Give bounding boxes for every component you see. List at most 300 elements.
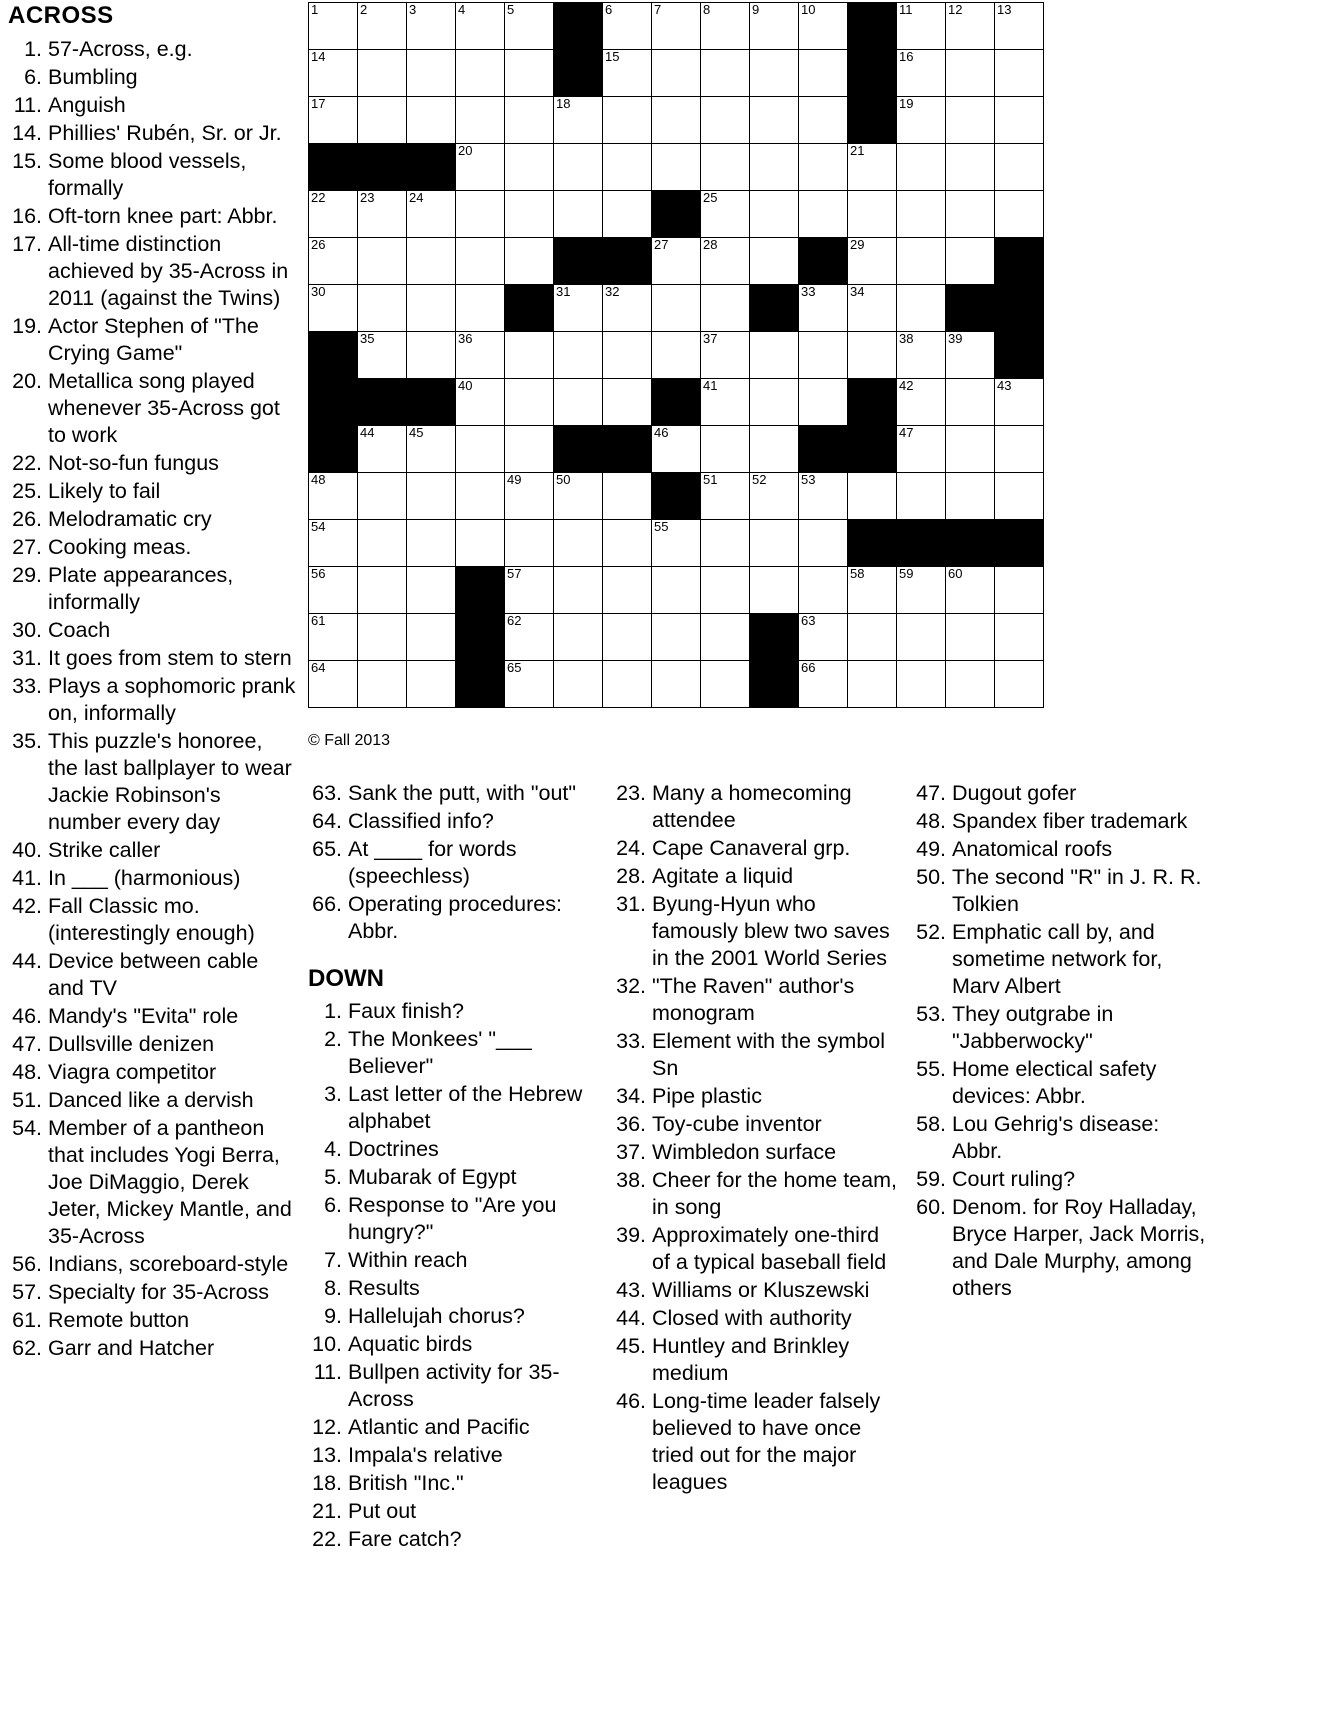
grid-cell-number: 11 [899, 2, 913, 17]
grid-cell[interactable] [358, 661, 407, 708]
grid-cell[interactable] [554, 661, 603, 708]
clue-text: Classified info? [348, 809, 494, 833]
clue-text: Lou Gehrig's disease: Abbr. [952, 1112, 1160, 1163]
grid-cell[interactable] [309, 614, 358, 661]
grid-cell[interactable] [309, 520, 358, 567]
clue-number: 12. [312, 1415, 342, 1439]
grid-cell[interactable] [701, 520, 750, 567]
grid-cell[interactable] [358, 567, 407, 614]
grid-cell[interactable] [701, 379, 750, 426]
clue-number: 37. [616, 1140, 646, 1164]
clue-column-4 [912, 780, 1212, 1303]
clue-text: Within reach [348, 1248, 468, 1272]
grid-row [309, 379, 1044, 426]
grid-cell-number: 59 [899, 566, 914, 581]
clue-item [308, 891, 588, 945]
grid-cell[interactable] [505, 238, 554, 285]
grid-cell[interactable] [995, 144, 1044, 191]
grid-cell[interactable] [554, 567, 603, 614]
clue-text: All-time distinction achieved by 35-Across in 2011 (against the Twins) [48, 232, 289, 310]
grid-cell[interactable] [946, 238, 995, 285]
down-clue-list-3 [912, 780, 1212, 1302]
grid-cell[interactable] [946, 426, 995, 473]
grid-cell[interactable] [407, 520, 456, 567]
clue-text: Member of a pantheon that includes Yogi Berra, Joe DiMaggio, Derek Jeter, Mickey Mantle, and 35-Across [48, 1116, 292, 1248]
clue-number: 4. [324, 1137, 342, 1161]
grid-cell[interactable] [848, 614, 897, 661]
grid-cell[interactable] [946, 379, 995, 426]
grid-cell[interactable] [750, 50, 799, 97]
grid-cell[interactable] [946, 332, 995, 379]
grid-cell[interactable] [456, 97, 505, 144]
grid-cell-number: 42 [899, 378, 914, 393]
grid-cell[interactable] [554, 473, 603, 520]
grid-cell[interactable] [505, 332, 554, 379]
grid-cell[interactable] [652, 614, 701, 661]
clue-item [308, 1164, 588, 1191]
clue-text: Device between cable and TV [48, 949, 259, 1000]
down-clue-list-1 [308, 998, 588, 1553]
clue-number: 43. [616, 1278, 646, 1302]
grid-cell-number: 18 [556, 96, 571, 111]
grid-cell[interactable] [848, 661, 897, 708]
grid-cell[interactable] [848, 191, 897, 238]
grid-row [309, 238, 1044, 285]
grid-cell[interactable] [799, 191, 848, 238]
grid-cell[interactable] [505, 614, 554, 661]
grid-cell[interactable] [701, 3, 750, 50]
grid-cell[interactable] [407, 614, 456, 661]
grid-cell[interactable] [652, 285, 701, 332]
grid-cell[interactable] [995, 473, 1044, 520]
grid-cell[interactable] [358, 3, 407, 50]
grid-cell[interactable] [750, 332, 799, 379]
clue-number: 35. [12, 729, 42, 753]
grid-cell[interactable] [848, 473, 897, 520]
clue-item [8, 1031, 296, 1058]
grid-cell[interactable] [554, 614, 603, 661]
grid-cell-block [750, 285, 799, 332]
grid-cell[interactable] [701, 50, 750, 97]
crossword-grid-table[interactable] [308, 2, 1044, 708]
clue-item [308, 780, 588, 807]
grid-row [309, 473, 1044, 520]
clue-item [308, 1331, 588, 1358]
clue-item [8, 92, 296, 119]
grid-cell[interactable] [750, 473, 799, 520]
grid-cell-block [505, 285, 554, 332]
clue-item [612, 1388, 902, 1496]
grid-cell[interactable] [946, 50, 995, 97]
grid-cell[interactable] [701, 661, 750, 708]
clue-number: 14. [12, 121, 42, 145]
clue-item [612, 835, 902, 862]
grid-cell[interactable] [897, 379, 946, 426]
clue-text: Williams or Kluszewski [652, 1278, 870, 1302]
grid-cell[interactable] [946, 97, 995, 144]
grid-cell[interactable] [946, 473, 995, 520]
grid-cell[interactable] [946, 144, 995, 191]
grid-cell[interactable] [407, 285, 456, 332]
clue-item [8, 948, 296, 1002]
grid-cell[interactable] [456, 520, 505, 567]
clue-text: Impala's relative [348, 1443, 503, 1467]
grid-cell-number: 8 [703, 2, 711, 17]
clue-item [912, 919, 1212, 1000]
grid-cell-number: 16 [899, 49, 914, 64]
grid-cell[interactable] [652, 520, 701, 567]
grid-cell[interactable] [799, 661, 848, 708]
grid-cell[interactable] [897, 614, 946, 661]
grid-cell[interactable] [603, 473, 652, 520]
grid-cell[interactable] [603, 50, 652, 97]
clue-number: 45. [616, 1334, 646, 1358]
grid-cell[interactable] [407, 50, 456, 97]
grid-cell[interactable] [505, 379, 554, 426]
clue-item [912, 1001, 1212, 1055]
grid-cell[interactable] [701, 285, 750, 332]
grid-cell[interactable] [309, 238, 358, 285]
grid-cell-block [799, 426, 848, 473]
grid-cell-number: 57 [507, 566, 522, 581]
across-clue-list-2 [308, 780, 588, 945]
clue-number: 28. [616, 864, 646, 888]
clue-number: 27. [12, 535, 42, 559]
grid-cell[interactable] [652, 97, 701, 144]
down-clue-list-2 [612, 780, 902, 1496]
grid-cell[interactable] [701, 144, 750, 191]
grid-cell[interactable] [505, 426, 554, 473]
grid-cell[interactable] [309, 50, 358, 97]
grid-cell[interactable] [995, 426, 1044, 473]
grid-cell[interactable] [701, 426, 750, 473]
grid-cell[interactable] [505, 97, 554, 144]
clue-item [8, 36, 296, 63]
clue-item [612, 1083, 902, 1110]
grid-cell-number: 38 [899, 331, 914, 346]
grid-cell[interactable] [799, 520, 848, 567]
grid-cell[interactable] [848, 285, 897, 332]
clue-item [912, 780, 1212, 807]
clue-item [308, 1526, 588, 1553]
grid-cell[interactable] [848, 238, 897, 285]
grid-cell[interactable] [554, 379, 603, 426]
grid-cell[interactable] [358, 426, 407, 473]
clue-number: 59. [916, 1167, 946, 1191]
grid-cell[interactable] [358, 238, 407, 285]
grid-cell[interactable] [407, 238, 456, 285]
grid-cell[interactable] [799, 144, 848, 191]
clue-item [8, 728, 296, 836]
grid-cell-number: 51 [703, 472, 718, 487]
grid-cell[interactable] [750, 3, 799, 50]
clue-item [8, 203, 296, 230]
grid-cell[interactable] [848, 567, 897, 614]
grid-cell[interactable] [358, 191, 407, 238]
grid-cell[interactable] [995, 614, 1044, 661]
clue-text: Anatomical roofs [952, 837, 1113, 861]
clue-number: 25. [12, 479, 42, 503]
clue-number: 21. [312, 1499, 342, 1523]
clue-text: "The Raven" author's monogram [652, 974, 855, 1025]
grid-cell[interactable] [652, 238, 701, 285]
grid-cell[interactable] [603, 567, 652, 614]
grid-cell[interactable] [456, 144, 505, 191]
grid-cell[interactable] [407, 97, 456, 144]
clue-number: 48. [12, 1060, 42, 1084]
clue-item [308, 1470, 588, 1497]
grid-cell-number: 46 [654, 425, 669, 440]
grid-cell[interactable] [456, 285, 505, 332]
clue-number: 8. [324, 1276, 342, 1300]
grid-cell[interactable] [946, 567, 995, 614]
grid-cell[interactable] [897, 50, 946, 97]
grid-cell[interactable] [505, 3, 554, 50]
grid-cell[interactable] [309, 3, 358, 50]
grid-cell[interactable] [652, 50, 701, 97]
down-heading: DOWN [308, 965, 384, 992]
grid-cell-number: 50 [556, 472, 571, 487]
grid-cell[interactable] [799, 285, 848, 332]
grid-cell[interactable] [358, 97, 407, 144]
grid-cell[interactable] [554, 520, 603, 567]
grid-cell[interactable] [701, 97, 750, 144]
grid-cell-block [603, 426, 652, 473]
grid-cell[interactable] [309, 97, 358, 144]
clue-number: 47. [916, 781, 946, 805]
grid-cell[interactable] [652, 332, 701, 379]
grid-cell[interactable] [897, 567, 946, 614]
clue-item [308, 836, 588, 890]
grid-cell[interactable] [897, 3, 946, 50]
grid-cell[interactable] [701, 238, 750, 285]
grid-cell[interactable] [848, 332, 897, 379]
clue-number: 44. [12, 949, 42, 973]
grid-cell[interactable] [603, 3, 652, 50]
grid-cell[interactable] [407, 426, 456, 473]
grid-cell[interactable] [701, 191, 750, 238]
clue-number: 50. [916, 865, 946, 889]
clue-item [8, 231, 296, 312]
grid-cell-number: 26 [311, 237, 326, 252]
grid-cell[interactable] [897, 238, 946, 285]
grid-cell[interactable] [456, 426, 505, 473]
grid-cell[interactable] [995, 3, 1044, 50]
grid-cell[interactable] [897, 285, 946, 332]
grid-cell[interactable] [750, 238, 799, 285]
grid-cell-number: 20 [458, 143, 473, 158]
grid-cell-number: 33 [801, 284, 816, 299]
grid-cell-number: 41 [703, 378, 718, 393]
grid-cell[interactable] [652, 567, 701, 614]
clue-text: Last letter of the Hebrew alphabet [348, 1082, 583, 1133]
grid-cell[interactable] [407, 332, 456, 379]
grid-cell[interactable] [799, 97, 848, 144]
clue-text: Bumbling [48, 65, 138, 89]
grid-cell[interactable] [505, 661, 554, 708]
grid-cell-number: 6 [605, 2, 613, 17]
grid-cell-block [407, 379, 456, 426]
grid-cell[interactable] [603, 144, 652, 191]
grid-cell[interactable] [652, 426, 701, 473]
grid-cell-number: 9 [752, 2, 760, 17]
grid-cell[interactable] [750, 567, 799, 614]
clue-number: 66. [312, 892, 342, 916]
grid-cell[interactable] [407, 3, 456, 50]
grid-cell[interactable] [358, 614, 407, 661]
grid-cell[interactable] [750, 426, 799, 473]
clue-text: In ___ (harmonious) [48, 866, 241, 890]
grid-cell[interactable] [995, 567, 1044, 614]
grid-cell[interactable] [897, 426, 946, 473]
grid-cell[interactable] [995, 379, 1044, 426]
grid-cell[interactable] [946, 191, 995, 238]
clue-item [8, 1307, 296, 1334]
grid-cell[interactable] [652, 661, 701, 708]
grid-cell[interactable] [456, 238, 505, 285]
grid-cell-number: 2 [360, 2, 368, 17]
clue-number: 47. [12, 1032, 42, 1056]
grid-cell-number: 3 [409, 2, 417, 17]
clue-text: Approximately one-third of a typical baseball field [652, 1223, 887, 1274]
grid-cell[interactable] [603, 379, 652, 426]
clue-item [612, 1028, 902, 1082]
grid-cell[interactable] [848, 144, 897, 191]
grid-cell[interactable] [897, 97, 946, 144]
grid-cell[interactable] [995, 50, 1044, 97]
grid-cell[interactable] [505, 191, 554, 238]
grid-cell-number: 36 [458, 331, 473, 346]
clue-number: 11. [313, 1360, 342, 1384]
grid-cell[interactable] [456, 473, 505, 520]
grid-cell[interactable] [897, 144, 946, 191]
grid-cell[interactable] [407, 567, 456, 614]
grid-cell[interactable] [358, 285, 407, 332]
grid-cell[interactable] [407, 473, 456, 520]
grid-cell[interactable] [456, 191, 505, 238]
grid-cell-number: 4 [458, 2, 466, 17]
grid-cell[interactable] [309, 191, 358, 238]
grid-cell[interactable] [799, 332, 848, 379]
crossword-grid[interactable] [308, 2, 1044, 708]
grid-cell[interactable] [554, 191, 603, 238]
grid-cell[interactable] [701, 473, 750, 520]
grid-cell[interactable] [554, 144, 603, 191]
grid-cell-block [750, 661, 799, 708]
clue-text: Court ruling? [952, 1167, 1076, 1191]
grid-cell-number: 27 [654, 237, 669, 252]
grid-cell[interactable] [554, 285, 603, 332]
grid-cell[interactable] [897, 661, 946, 708]
grid-cell[interactable] [603, 285, 652, 332]
grid-cell[interactable] [799, 567, 848, 614]
grid-cell[interactable] [799, 379, 848, 426]
grid-cell[interactable] [603, 191, 652, 238]
grid-cell[interactable] [505, 473, 554, 520]
grid-cell[interactable] [750, 191, 799, 238]
grid-cell[interactable] [358, 473, 407, 520]
clue-item [612, 1333, 902, 1387]
clue-item [8, 506, 296, 533]
grid-cell[interactable] [603, 614, 652, 661]
grid-cell[interactable] [603, 520, 652, 567]
grid-cell[interactable] [799, 473, 848, 520]
grid-cell[interactable] [309, 285, 358, 332]
across-clues-column-1 [8, 2, 296, 1363]
grid-cell-number: 1 [311, 2, 319, 17]
grid-cell[interactable] [701, 614, 750, 661]
grid-cell[interactable] [358, 332, 407, 379]
grid-cell[interactable] [750, 520, 799, 567]
grid-cell[interactable] [309, 473, 358, 520]
grid-cell[interactable] [946, 3, 995, 50]
grid-cell[interactable] [799, 614, 848, 661]
grid-cell[interactable] [505, 50, 554, 97]
grid-cell[interactable] [799, 3, 848, 50]
grid-cell-block [554, 426, 603, 473]
grid-cell[interactable] [309, 661, 358, 708]
clue-text: Cheer for the home team, in song [652, 1168, 897, 1219]
grid-cell[interactable] [995, 97, 1044, 144]
grid-cell[interactable] [603, 332, 652, 379]
grid-cell-number: 56 [311, 566, 326, 581]
grid-cell[interactable] [456, 3, 505, 50]
grid-cell[interactable] [897, 473, 946, 520]
grid-cell[interactable] [750, 144, 799, 191]
grid-cell[interactable] [946, 614, 995, 661]
grid-cell[interactable] [750, 379, 799, 426]
grid-cell[interactable] [554, 332, 603, 379]
grid-cell[interactable] [701, 332, 750, 379]
grid-cell[interactable] [799, 50, 848, 97]
grid-cell[interactable] [407, 661, 456, 708]
clue-text: At ____ for words (speechless) [348, 837, 517, 888]
grid-cell-block [848, 50, 897, 97]
grid-cell[interactable] [946, 661, 995, 708]
grid-cell[interactable] [456, 379, 505, 426]
grid-cell[interactable] [358, 520, 407, 567]
grid-cell[interactable] [897, 191, 946, 238]
clue-text: Strike caller [48, 838, 161, 862]
grid-cell[interactable] [407, 191, 456, 238]
grid-cell[interactable] [554, 97, 603, 144]
grid-cell[interactable] [456, 50, 505, 97]
grid-cell[interactable] [652, 3, 701, 50]
grid-cell[interactable] [456, 332, 505, 379]
clue-item [8, 313, 296, 367]
grid-cell[interactable] [505, 520, 554, 567]
clue-number: 46. [616, 1389, 646, 1413]
grid-cell[interactable] [358, 50, 407, 97]
clue-number: 65. [312, 837, 342, 861]
clue-text: British "Inc." [348, 1471, 464, 1495]
grid-cell[interactable] [995, 191, 1044, 238]
grid-cell[interactable] [701, 567, 750, 614]
clue-item [8, 1115, 296, 1250]
grid-cell[interactable] [603, 661, 652, 708]
clue-text: Sank the putt, with "out" [348, 781, 577, 805]
grid-cell[interactable] [995, 661, 1044, 708]
grid-cell[interactable] [652, 144, 701, 191]
grid-cell[interactable] [505, 144, 554, 191]
grid-row [309, 97, 1044, 144]
grid-cell[interactable] [309, 567, 358, 614]
grid-cell[interactable] [750, 97, 799, 144]
grid-cell[interactable] [897, 332, 946, 379]
grid-row [309, 426, 1044, 473]
grid-cell[interactable] [603, 97, 652, 144]
grid-cell[interactable] [505, 567, 554, 614]
